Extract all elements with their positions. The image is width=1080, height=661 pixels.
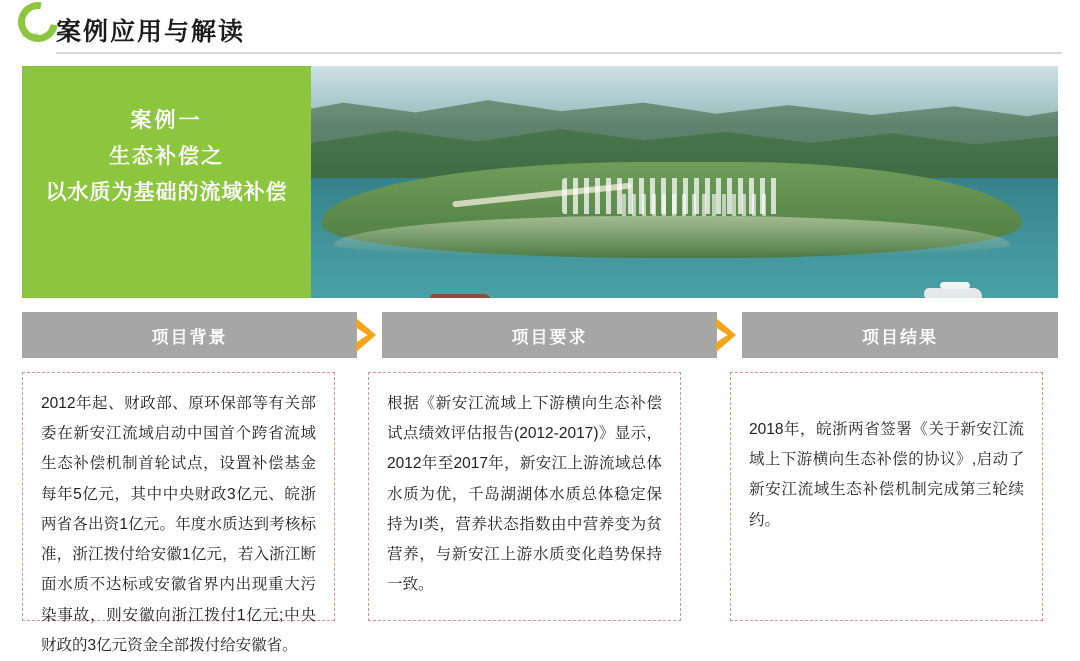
step-project-requirements[interactable] bbox=[382, 312, 717, 358]
step-label: 项目要求 bbox=[511, 327, 588, 347]
step-project-results[interactable] bbox=[742, 312, 1058, 358]
case-banner bbox=[22, 66, 1058, 298]
card-project-requirements bbox=[368, 372, 681, 621]
header-divider bbox=[56, 52, 1062, 54]
step-project-background[interactable] bbox=[22, 312, 357, 358]
case-title-label: 以水质为基础的流域补偿 bbox=[45, 181, 288, 204]
card-project-results bbox=[730, 372, 1043, 621]
page-header bbox=[0, 0, 1080, 62]
banner-caption-panel bbox=[22, 66, 311, 298]
step-label: 项目结果 bbox=[862, 327, 938, 347]
card-body-text: 2018年，皖浙两省签署《关于新安江流域上下游横向生态补偿的协议》,启动了新安江流域生态补偿机制完成第三轮续约。 bbox=[749, 421, 1024, 529]
photo-cargo-boat-icon bbox=[430, 294, 492, 298]
case-number-label: 案例一 bbox=[130, 109, 203, 132]
card-body-text: 2012年起、财政部、原环保部等有关部委在新安江流域启动中国首个跨省流域生态补偿机制首轮试点，设置补偿基金每年5亿元，其中中央财政3亿元、皖浙两省各出资1亿元。年度水质达到考核标准，浙江拨付给安徽1亿元，若入浙江断面水质不达标或安徽省界内出现重大污染事故，则安徽向浙江拨付1亿元;中央财政的3亿元资金全部拨付给安徽省。 bbox=[41, 395, 316, 654]
case-subtitle-label: 生态补偿之 bbox=[109, 145, 224, 168]
card-body-text: 根据《新安江流域上下游横向生态补偿试点绩效评估报告(2012-2017)》显示，2012年至2017年，新安江上游流域总体水质为优，千岛湖湖体水质总体稳定保持为I类，营养状态指数由中营养变为贫营养，与新安江上游水质变化趋势保持一致。 bbox=[387, 395, 662, 594]
card-project-background bbox=[22, 372, 335, 654]
photo-white-boat-deck bbox=[940, 282, 970, 289]
photo-white-boat-icon bbox=[924, 288, 982, 298]
step-label: 项目背景 bbox=[151, 327, 228, 347]
step-ribbon bbox=[22, 312, 1058, 358]
logo-text: f five bbox=[22, 32, 39, 39]
page-title: 案例应用与解读 bbox=[56, 18, 246, 46]
photo-village-lower bbox=[622, 194, 772, 216]
